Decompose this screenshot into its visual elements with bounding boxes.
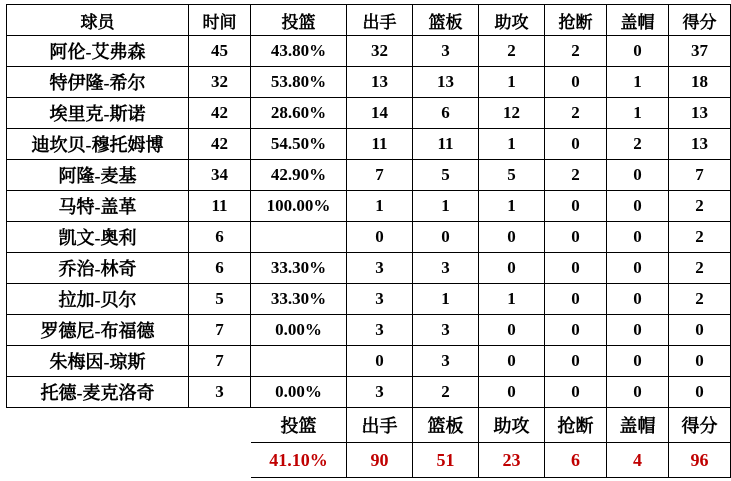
cell-points: 2 bbox=[669, 222, 731, 253]
header-player: 球员 bbox=[7, 5, 189, 36]
cell-rebounds: 3 bbox=[413, 36, 479, 67]
cell-player: 乔治-林奇 bbox=[7, 253, 189, 284]
header-assists: 助攻 bbox=[479, 5, 545, 36]
cell-points: 2 bbox=[669, 253, 731, 284]
cell-steals: 2 bbox=[545, 36, 607, 67]
cell-steals: 2 bbox=[545, 98, 607, 129]
cell-minutes: 42 bbox=[189, 129, 251, 160]
cell-rebounds: 6 bbox=[413, 98, 479, 129]
cell-player: 特伊隆-希尔 bbox=[7, 67, 189, 98]
totals-header-blocks: 盖帽 bbox=[607, 408, 669, 443]
cell-rebounds: 11 bbox=[413, 129, 479, 160]
totals-fg-pct: 41.10% bbox=[251, 443, 347, 478]
cell-fg-pct bbox=[251, 346, 347, 377]
cell-steals: 2 bbox=[545, 160, 607, 191]
table-row bbox=[7, 222, 731, 253]
header-fg-pct: 投篮 bbox=[251, 5, 347, 36]
cell-rebounds: 13 bbox=[413, 67, 479, 98]
cell-rebounds: 3 bbox=[413, 315, 479, 346]
cell-rebounds: 3 bbox=[413, 346, 479, 377]
cell-steals: 0 bbox=[545, 315, 607, 346]
table-row bbox=[7, 253, 731, 284]
cell-steals: 0 bbox=[545, 67, 607, 98]
cell-rebounds: 0 bbox=[413, 222, 479, 253]
cell-assists: 12 bbox=[479, 98, 545, 129]
cell-minutes: 45 bbox=[189, 36, 251, 67]
cell-points: 2 bbox=[669, 191, 731, 222]
cell-fga: 14 bbox=[347, 98, 413, 129]
totals-rebounds: 51 bbox=[413, 443, 479, 478]
totals-header-points: 得分 bbox=[669, 408, 731, 443]
cell-fga: 0 bbox=[347, 346, 413, 377]
cell-assists: 2 bbox=[479, 36, 545, 67]
header-steals: 抢断 bbox=[545, 5, 607, 36]
table-row bbox=[7, 315, 731, 346]
box-score-table bbox=[6, 4, 731, 478]
cell-steals: 0 bbox=[545, 253, 607, 284]
cell-fga: 1 bbox=[347, 191, 413, 222]
cell-steals: 0 bbox=[545, 346, 607, 377]
cell-points: 0 bbox=[669, 315, 731, 346]
header-row bbox=[7, 5, 731, 36]
cell-fga: 13 bbox=[347, 67, 413, 98]
table-row bbox=[7, 36, 731, 67]
cell-fg-pct: 33.30% bbox=[251, 284, 347, 315]
table-row bbox=[7, 160, 731, 191]
cell-fga: 3 bbox=[347, 253, 413, 284]
table-row bbox=[7, 346, 731, 377]
cell-blocks: 0 bbox=[607, 36, 669, 67]
cell-player: 阿伦-艾弗森 bbox=[7, 36, 189, 67]
cell-steals: 0 bbox=[545, 191, 607, 222]
cell-fga: 32 bbox=[347, 36, 413, 67]
cell-player: 凯文-奥利 bbox=[7, 222, 189, 253]
totals-spacer bbox=[7, 443, 251, 478]
cell-fga: 0 bbox=[347, 222, 413, 253]
cell-points: 13 bbox=[669, 98, 731, 129]
cell-minutes: 3 bbox=[189, 377, 251, 408]
cell-assists: 1 bbox=[479, 191, 545, 222]
header-blocks: 盖帽 bbox=[607, 5, 669, 36]
cell-points: 0 bbox=[669, 346, 731, 377]
header-rebounds: 篮板 bbox=[413, 5, 479, 36]
cell-points: 18 bbox=[669, 67, 731, 98]
cell-blocks: 0 bbox=[607, 160, 669, 191]
totals-points: 96 bbox=[669, 443, 731, 478]
totals-header-assists: 助攻 bbox=[479, 408, 545, 443]
cell-minutes: 6 bbox=[189, 222, 251, 253]
cell-fg-pct: 28.60% bbox=[251, 98, 347, 129]
cell-assists: 5 bbox=[479, 160, 545, 191]
cell-blocks: 0 bbox=[607, 191, 669, 222]
totals-steals: 6 bbox=[545, 443, 607, 478]
cell-player: 托德-麦克洛奇 bbox=[7, 377, 189, 408]
cell-fga: 11 bbox=[347, 129, 413, 160]
table-row bbox=[7, 98, 731, 129]
cell-blocks: 1 bbox=[607, 98, 669, 129]
cell-assists: 0 bbox=[479, 377, 545, 408]
cell-fg-pct: 0.00% bbox=[251, 315, 347, 346]
cell-blocks: 0 bbox=[607, 284, 669, 315]
totals-assists: 23 bbox=[479, 443, 545, 478]
cell-minutes: 5 bbox=[189, 284, 251, 315]
cell-blocks: 0 bbox=[607, 253, 669, 284]
cell-rebounds: 3 bbox=[413, 253, 479, 284]
cell-player: 朱梅因-琼斯 bbox=[7, 346, 189, 377]
cell-blocks: 1 bbox=[607, 67, 669, 98]
table-row bbox=[7, 191, 731, 222]
cell-blocks: 2 bbox=[607, 129, 669, 160]
cell-minutes: 42 bbox=[189, 98, 251, 129]
totals-header-fga: 出手 bbox=[347, 408, 413, 443]
table-row bbox=[7, 129, 731, 160]
cell-assists: 0 bbox=[479, 315, 545, 346]
cell-points: 37 bbox=[669, 36, 731, 67]
table-row bbox=[7, 284, 731, 315]
cell-assists: 0 bbox=[479, 346, 545, 377]
totals-value-row bbox=[7, 443, 731, 478]
cell-steals: 0 bbox=[545, 129, 607, 160]
table-row bbox=[7, 67, 731, 98]
cell-minutes: 7 bbox=[189, 346, 251, 377]
cell-player: 迪坎贝-穆托姆博 bbox=[7, 129, 189, 160]
cell-fg-pct: 54.50% bbox=[251, 129, 347, 160]
cell-points: 7 bbox=[669, 160, 731, 191]
cell-fg-pct: 100.00% bbox=[251, 191, 347, 222]
totals-fga: 90 bbox=[347, 443, 413, 478]
table-body bbox=[7, 36, 731, 478]
totals-header-fg-pct: 投篮 bbox=[251, 408, 347, 443]
cell-fga: 3 bbox=[347, 315, 413, 346]
cell-fga: 3 bbox=[347, 284, 413, 315]
cell-steals: 0 bbox=[545, 377, 607, 408]
cell-minutes: 11 bbox=[189, 191, 251, 222]
header-points: 得分 bbox=[669, 5, 731, 36]
header-fga: 出手 bbox=[347, 5, 413, 36]
cell-fg-pct: 43.80% bbox=[251, 36, 347, 67]
cell-rebounds: 1 bbox=[413, 284, 479, 315]
cell-fg-pct: 53.80% bbox=[251, 67, 347, 98]
cell-rebounds: 2 bbox=[413, 377, 479, 408]
cell-blocks: 0 bbox=[607, 222, 669, 253]
cell-minutes: 6 bbox=[189, 253, 251, 284]
cell-steals: 0 bbox=[545, 284, 607, 315]
cell-fg-pct: 33.30% bbox=[251, 253, 347, 284]
cell-player: 埃里克-斯诺 bbox=[7, 98, 189, 129]
cell-rebounds: 1 bbox=[413, 191, 479, 222]
cell-player: 罗德尼-布福德 bbox=[7, 315, 189, 346]
cell-steals: 0 bbox=[545, 222, 607, 253]
cell-fg-pct: 42.90% bbox=[251, 160, 347, 191]
cell-minutes: 34 bbox=[189, 160, 251, 191]
header-minutes: 时间 bbox=[189, 5, 251, 36]
cell-player: 拉加-贝尔 bbox=[7, 284, 189, 315]
cell-minutes: 32 bbox=[189, 67, 251, 98]
cell-points: 0 bbox=[669, 377, 731, 408]
totals-header-steals: 抢断 bbox=[545, 408, 607, 443]
cell-player: 马特-盖革 bbox=[7, 191, 189, 222]
totals-spacer bbox=[7, 408, 251, 443]
totals-header-row bbox=[7, 408, 731, 443]
cell-blocks: 0 bbox=[607, 315, 669, 346]
cell-assists: 0 bbox=[479, 253, 545, 284]
cell-blocks: 0 bbox=[607, 377, 669, 408]
cell-assists: 0 bbox=[479, 222, 545, 253]
cell-rebounds: 5 bbox=[413, 160, 479, 191]
cell-blocks: 0 bbox=[607, 346, 669, 377]
cell-minutes: 7 bbox=[189, 315, 251, 346]
totals-blocks: 4 bbox=[607, 443, 669, 478]
cell-assists: 1 bbox=[479, 284, 545, 315]
cell-fga: 7 bbox=[347, 160, 413, 191]
table-header bbox=[7, 5, 731, 36]
cell-points: 2 bbox=[669, 284, 731, 315]
cell-assists: 1 bbox=[479, 129, 545, 160]
cell-fg-pct: 0.00% bbox=[251, 377, 347, 408]
cell-player: 阿隆-麦基 bbox=[7, 160, 189, 191]
table-row bbox=[7, 377, 731, 408]
cell-assists: 1 bbox=[479, 67, 545, 98]
cell-points: 13 bbox=[669, 129, 731, 160]
cell-fga: 3 bbox=[347, 377, 413, 408]
cell-fg-pct bbox=[251, 222, 347, 253]
totals-header-rebounds: 篮板 bbox=[413, 408, 479, 443]
